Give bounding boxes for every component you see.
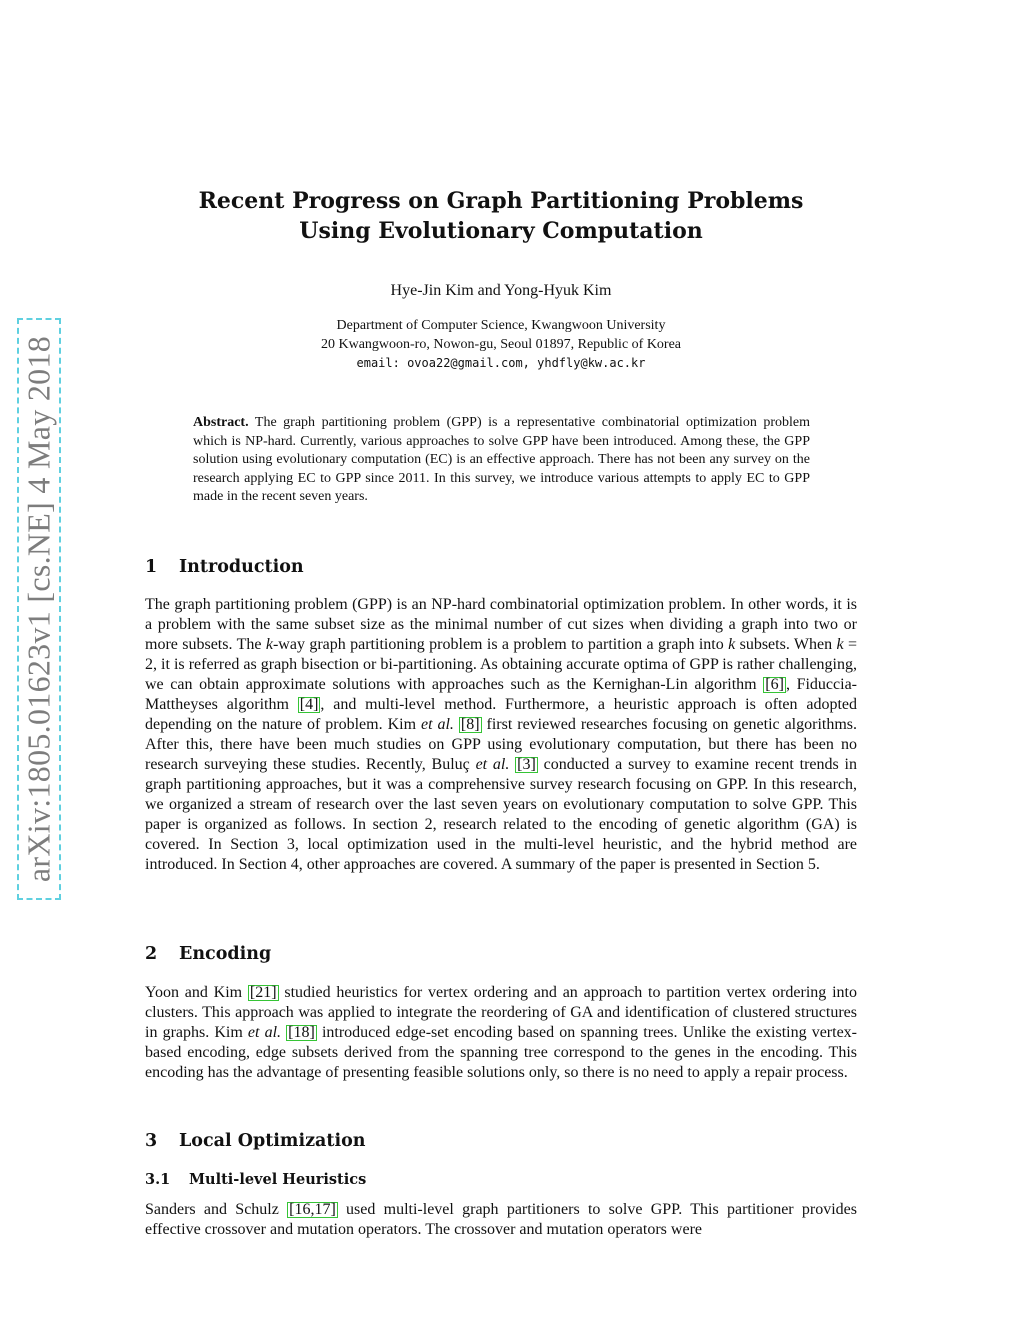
section-1-title: Introduction <box>179 557 304 577</box>
arxiv-side-stamp[interactable] <box>17 318 61 900</box>
subsection-3-1-heading <box>145 1170 366 1190</box>
section-3-number: 3 <box>145 1131 158 1151</box>
abstract-label: Abstract. <box>193 415 249 430</box>
math-k: k <box>265 636 273 653</box>
section-3-1-paragraph <box>145 1200 857 1240</box>
text-run: The graph partitioning problem (GPP) is an NP-hard combinatorial optimization problem. In other words, it is a problem with the same subset size as the minimal number of cut sizes when dividing a graph into two or more subsets. The <box>145 596 857 653</box>
text-run: Sanders and Schulz <box>145 1201 288 1218</box>
text-run: first reviewed researches focusing on genetic algorithms. After this, there have been much studies on GPP using evolutionary computation, but there has been no research surveying these studies. Recently, Buluç <box>145 716 858 773</box>
et-al: et al. <box>420 716 454 733</box>
email-addresses[interactable]: email: ovoa22@gmail.com, yhdfly@kw.ac.kr <box>356 356 646 370</box>
text-run: , and multi-level method. Furthermore, a heuristic approach is often adopted depending on the nature of problem. Kim <box>145 696 857 733</box>
affiliation-line-2: 20 Kwangwoon-ro, Nowon-gu, Seoul 01897, Republic of Korea <box>320 337 682 352</box>
section-2-number: 2 <box>145 944 158 964</box>
section-3-heading <box>145 1130 366 1152</box>
citation-link[interactable]: [21] <box>249 984 277 1001</box>
citation-link[interactable]: [4] <box>299 696 319 713</box>
citation-link[interactable]: [16,17] <box>289 1201 336 1218</box>
citation-link[interactable]: [8] <box>460 716 480 733</box>
text-run: studied heuristics for vertex ordering and an approach to partition vertex ordering into clusters. This approach was applied to integrate the reordering of GA and identification of clustered structures in graphs. Kim <box>145 984 858 1041</box>
section-1-heading <box>145 556 304 578</box>
et-al: et al. <box>247 1024 282 1041</box>
citation-link[interactable]: [3] <box>517 756 536 773</box>
citation-link[interactable]: [6] <box>765 676 784 693</box>
text-run: = 2, it is referred as graph bisection or bi-partitioning. As obtaining accurate optima of GPP is rather challenging, we can obtain approximate solutions with approaches such as the Kernighan-Lin algorithm <box>145 636 858 693</box>
arxiv-identifier: arXiv:1805.01623v1 [cs.NE] 4 May 2018 <box>20 335 57 883</box>
et-al: et al. <box>475 756 510 773</box>
section-2-title: Encoding <box>179 944 272 964</box>
abstract-text: The graph partitioning problem (GPP) is a representative combinatorial optimization problem which is NP-hard. Currently, various approaches to solve GPP have been introduced. Among these, the GPP solution using evolutionary computation (EC) is an effective approach. There has not been any survey on the research applying EC to GPP since 2011. In this survey, we introduce various attempts to apply EC to GPP made in the recent seven years. <box>193 415 810 505</box>
abstract <box>193 414 810 507</box>
paper-title-line-2: Using Evolutionary Computation <box>299 218 703 244</box>
text-run: used multi-level graph partitioners to solve GPP. This partitioner provides effective crossover and mutation operators. The crossover and mutation operators were <box>145 1201 857 1238</box>
math-k: k <box>836 636 844 653</box>
section-1-paragraph <box>145 595 857 875</box>
section-1-number: 1 <box>145 557 158 577</box>
math-k: k <box>728 636 736 653</box>
text-run: -way graph partitioning problem is a problem to partition a graph into <box>272 636 729 653</box>
text-run: introduced edge-set encoding based on spanning trees. Unlike the existing vertex-based encoding, edge subsets derived from the spanning tree correspond to the genes in the encoding. This encoding has the advantage of presenting feasible solutions only, so there is no need to apply a repair process. <box>145 1024 858 1081</box>
paper-title-line-1: Recent Progress on Graph Partitioning Problems <box>198 188 804 214</box>
subsection-3-1-number: 3.1 <box>145 1171 171 1188</box>
section-3-title: Local Optimization <box>179 1131 366 1151</box>
authors: Hye-Jin Kim and Yong-Hyuk Kim <box>390 282 612 299</box>
section-2-heading <box>145 943 271 965</box>
text-run: subsets. When <box>735 636 837 653</box>
text-run: Yoon and Kim <box>145 984 248 1001</box>
citation-link[interactable]: [18] <box>288 1024 315 1041</box>
affiliation-line-1: Department of Computer Science, Kwangwoon University <box>336 318 666 333</box>
text-run: conducted a survey to examine recent trends in graph partitioning approaches, but it was a comprehensive survey research focusing on GPP. In this research, we organized a stream of research over the last seven years on evolutionary computation to solve GPP. This paper is organized as follows. In section 2, research related to the encoding of genetic algorithm (GA) is covered. In Section 3, local optimization used in the multi-level heuristic, and the hybrid method are introduced. In Section 4, other approaches are covered. A summary of the paper is presented in Section 5. <box>145 756 857 873</box>
text-run: , Fiduccia-Mattheyses algorithm <box>145 676 858 713</box>
subsection-3-1-title: Multi-level Heuristics <box>189 1171 367 1188</box>
section-2-paragraph <box>145 983 857 1083</box>
